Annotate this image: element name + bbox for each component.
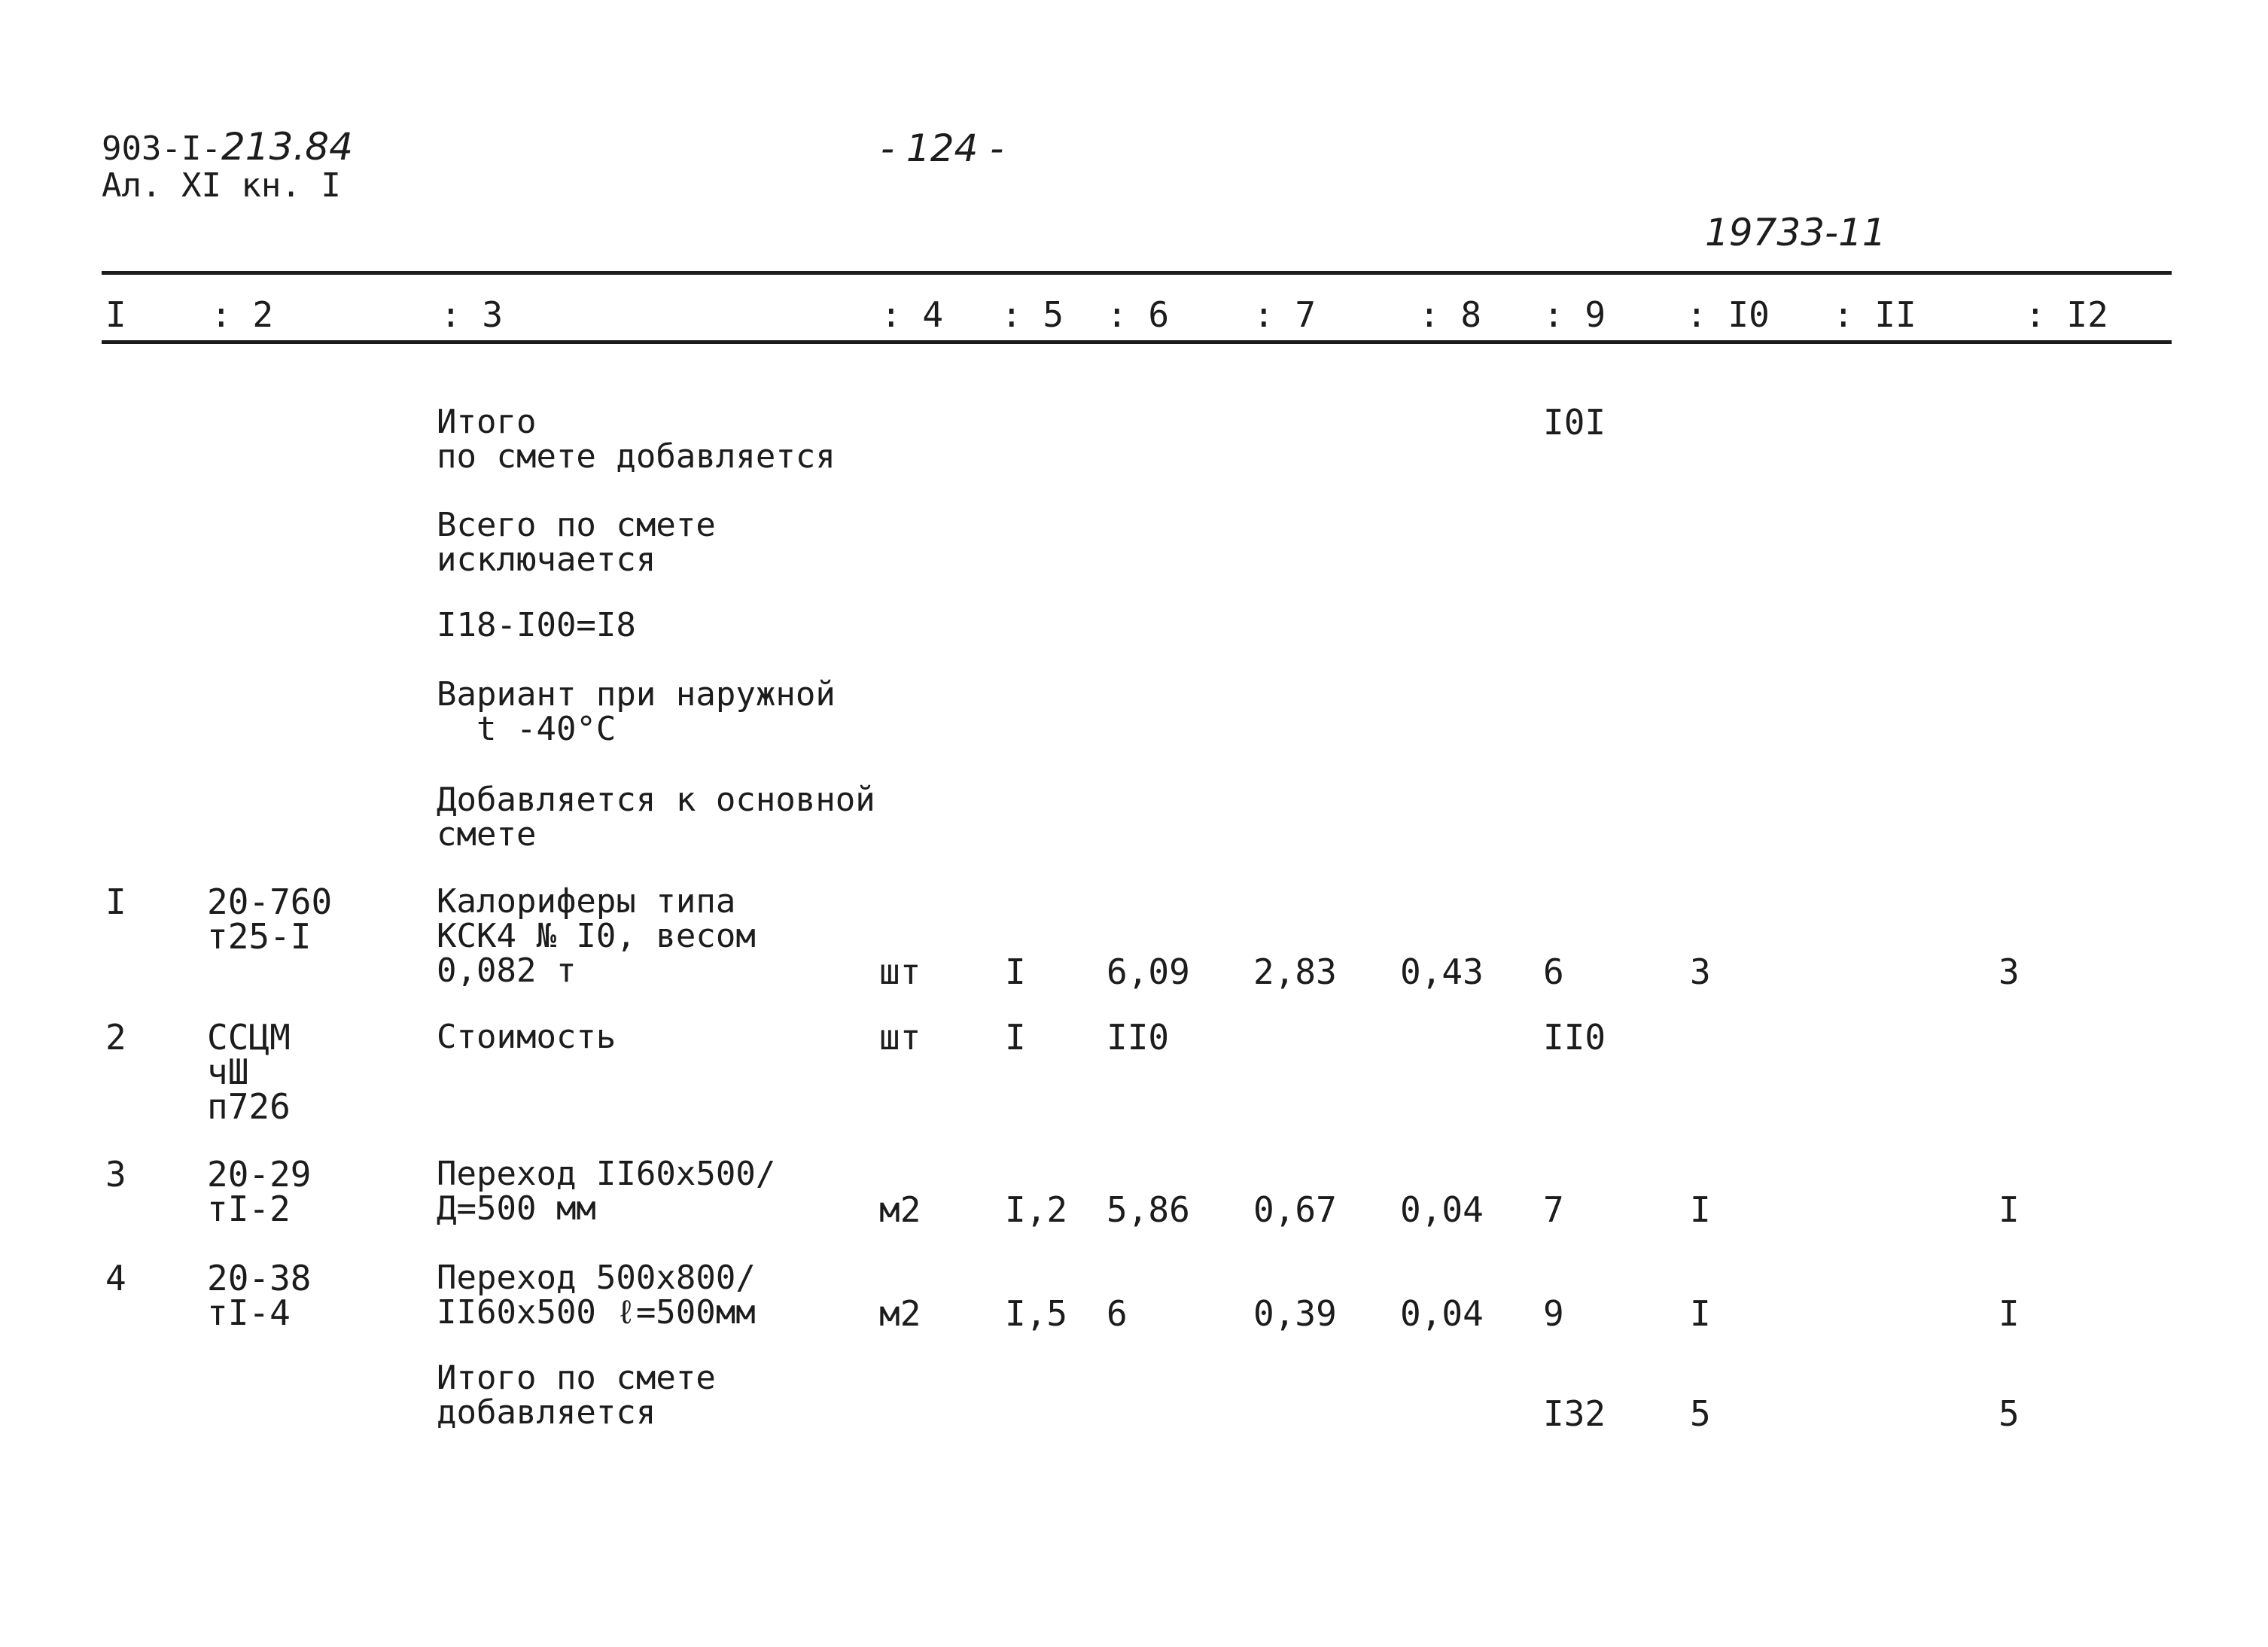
stamp-number: 19733-11 (1705, 211, 1886, 254)
summary-value: I0I (1543, 402, 1606, 443)
row-number: I (105, 881, 126, 922)
row-qty: I (1005, 951, 1026, 992)
column-header-label: : II (1833, 294, 1916, 335)
row-c8: 0,04 (1400, 1189, 1484, 1230)
row-code: 20-760 т25-I (207, 881, 333, 957)
document-code-print: 903-I- (102, 129, 221, 168)
column-header-label: : 9 (1543, 294, 1606, 335)
row-unit: шт (879, 1017, 921, 1058)
row-c12: I (1999, 1293, 2020, 1334)
row-qty: I,2 (1005, 1189, 1068, 1230)
page-number: - 124 - (881, 126, 1004, 170)
column-header-label: I (105, 294, 126, 335)
row-c9: II0 (1543, 1017, 1606, 1058)
column-header-label: : 5 (1001, 294, 1064, 335)
column-header-label: : 6 (1107, 294, 1170, 335)
row-c8: 0,04 (1400, 1293, 1484, 1334)
summary-text: Вариант при наружной t -40°C (437, 675, 836, 748)
row-c10: I (1690, 1293, 1711, 1334)
row-number: 2 (105, 1017, 126, 1058)
column-header-label: : I2 (2025, 294, 2108, 335)
total-c9: I32 (1543, 1393, 1606, 1434)
row-c12: 3 (1999, 951, 2020, 992)
summary-text: Итого по смете добавляется (437, 403, 836, 476)
row-description: Переход II60x500/ Д=500 мм (437, 1155, 776, 1228)
row-description: Стоимость (437, 1018, 616, 1056)
row-c10: I (1690, 1189, 1711, 1230)
row-unit: м2 (879, 1293, 921, 1334)
row-unit: шт (879, 951, 921, 992)
row-qty: I (1005, 1017, 1026, 1058)
row-c9: 9 (1543, 1293, 1564, 1334)
column-header-label: : I0 (1686, 294, 1770, 335)
row-code: 20-38 тI-4 (207, 1258, 312, 1333)
row-c7: 2,83 (1253, 951, 1337, 992)
row-price: 5,86 (1107, 1189, 1190, 1230)
summary-text: Добавляется к основной смете (437, 781, 875, 854)
row-unit: м2 (879, 1189, 921, 1230)
column-header-label: : 4 (881, 294, 944, 335)
column-header-label: : 3 (440, 294, 504, 335)
row-code: ССЦМ чШ п726 (207, 1017, 291, 1127)
row-c10: 3 (1690, 951, 1711, 992)
total-c10: 5 (1690, 1393, 1711, 1434)
document-code-handwritten: 213.84 (221, 125, 353, 169)
row-number: 3 (105, 1154, 126, 1195)
total-text: Итого по смете добавляется (437, 1359, 716, 1432)
document-code (102, 125, 353, 169)
row-c7: 0,39 (1253, 1293, 1337, 1334)
row-qty: I,5 (1005, 1293, 1068, 1334)
column-header-label: : 7 (1253, 294, 1317, 335)
row-code: 20-29 тI-2 (207, 1154, 312, 1229)
row-price: II0 (1107, 1017, 1170, 1058)
header-bottom-rule (102, 340, 2172, 344)
album-label: Ал. XI кн. I (102, 166, 341, 205)
top-rule (102, 271, 2172, 275)
row-price: 6 (1107, 1293, 1128, 1334)
row-price: 6,09 (1107, 951, 1190, 992)
column-header-label: : 2 (211, 294, 274, 335)
summary-text: Всего по смете исключается (437, 506, 716, 579)
row-description: Калориферы типа КСК4 № I0, весом 0,082 т (437, 882, 756, 990)
row-c9: 7 (1543, 1189, 1564, 1230)
row-c9: 6 (1543, 951, 1564, 992)
row-number: 4 (105, 1258, 126, 1298)
row-c12: I (1999, 1189, 2020, 1230)
total-c12: 5 (1999, 1393, 2020, 1434)
column-header-label: : 8 (1419, 294, 1482, 335)
row-description: Переход 500x800/ II60x500 ℓ=500мм (437, 1259, 756, 1332)
row-c7: 0,67 (1253, 1189, 1337, 1230)
summary-text: I18-I00=I8 (437, 606, 636, 644)
row-c8: 0,43 (1400, 951, 1484, 992)
